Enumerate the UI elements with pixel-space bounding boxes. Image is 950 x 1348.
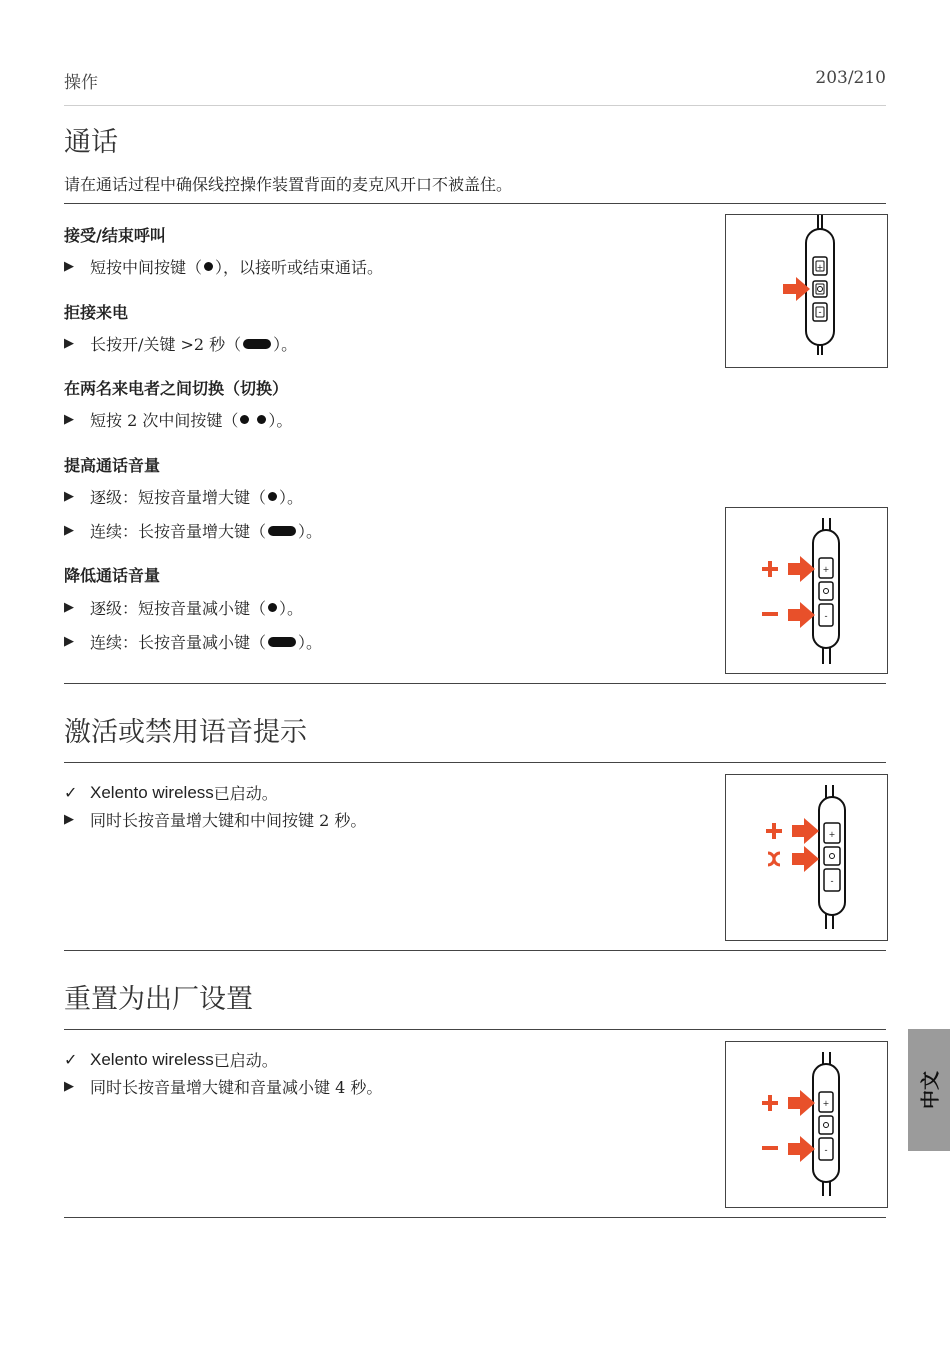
long-press-icon bbox=[268, 526, 296, 536]
heading-volume-down: 降低通话音量 bbox=[64, 566, 161, 585]
svg-text:-: - bbox=[818, 308, 822, 318]
section-title-voice-prompts: 激活或禁用语音提示 bbox=[64, 717, 307, 748]
voice-prompts-end-divider bbox=[64, 950, 886, 951]
arrow-bullet-icon: ▶ bbox=[64, 336, 74, 351]
short-press-icon bbox=[240, 415, 249, 424]
remote-volume-up-middle-figure bbox=[725, 774, 888, 941]
step-volume-down-continuous: ▶ 连续：长按音量减小键（ ）。 bbox=[64, 633, 323, 652]
arrow-bullet-icon: ▶ bbox=[64, 812, 74, 827]
step-reject-call: ▶ 长按开/关键 >2 秒（ ）。 bbox=[64, 335, 298, 354]
factory-reset-divider bbox=[64, 1029, 886, 1030]
step-toggle-calls: ▶ 短按 2 次中间按键（ ）。 bbox=[64, 411, 293, 430]
section-title-factory-reset: 重置为出厂设置 bbox=[64, 984, 253, 1015]
calls-divider bbox=[64, 203, 886, 204]
voice-prompts-divider bbox=[64, 762, 886, 763]
short-press-icon bbox=[268, 492, 277, 501]
short-press-icon bbox=[204, 262, 213, 271]
step-accept-end-call: ▶ 短按中间按键（ ），以接听或结束通话。 bbox=[64, 258, 384, 277]
svg-text:-: - bbox=[824, 612, 828, 622]
running-header-section: 操作 bbox=[64, 73, 98, 93]
step-volume-down-stepwise: ▶ 逐级：短按音量减小键（ ）。 bbox=[64, 599, 304, 618]
step-volume-up-stepwise: ▶ 逐级：短按音量增大键（ ）。 bbox=[64, 488, 304, 507]
precondition-voice-prompts: ✓ Xelento wireless 已启动。 bbox=[64, 782, 278, 803]
arrow-bullet-icon: ▶ bbox=[64, 259, 74, 274]
short-press-icon bbox=[257, 415, 266, 424]
heading-toggle-calls: 在两名来电者之间切换（切换） bbox=[64, 379, 289, 398]
language-side-tab bbox=[908, 1029, 950, 1151]
calls-intro: 请在通话过程中确保线控操作装置背面的麦克风开口不被盖住。 bbox=[64, 175, 513, 194]
factory-reset-end-divider bbox=[64, 1217, 886, 1218]
header-divider bbox=[64, 105, 886, 106]
long-press-icon bbox=[243, 339, 271, 349]
remote-volume-buttons-figure bbox=[725, 507, 888, 674]
arrow-bullet-icon: ▶ bbox=[64, 489, 74, 504]
svg-text:+: + bbox=[816, 263, 824, 272]
section-title-calls: 通话 bbox=[64, 127, 118, 158]
svg-text:+: + bbox=[822, 565, 830, 574]
svg-text:-: - bbox=[830, 877, 834, 887]
arrow-bullet-icon: ▶ bbox=[64, 1079, 74, 1094]
remote-volume-up-down-figure bbox=[725, 1041, 888, 1208]
svg-text:+: + bbox=[822, 1099, 830, 1108]
arrow-bullet-icon: ▶ bbox=[64, 412, 74, 427]
svg-text:+: + bbox=[828, 830, 836, 839]
page-number: 203/210 bbox=[815, 68, 886, 88]
language-tab-label: 中文 bbox=[919, 1070, 942, 1110]
svg-text:-: - bbox=[824, 1146, 828, 1156]
short-press-icon bbox=[268, 603, 277, 612]
step-volume-up-continuous: ▶ 连续：长按音量增大键（ ）。 bbox=[64, 522, 323, 541]
arrow-bullet-icon: ▶ bbox=[64, 634, 74, 649]
heading-volume-up: 提高通话音量 bbox=[64, 456, 161, 475]
arrow-bullet-icon: ▶ bbox=[64, 600, 74, 615]
heading-reject-call: 拒接来电 bbox=[64, 303, 129, 322]
step-voice-prompts: ▶ 同时长按音量增大键和中间按键 2 秒。 bbox=[64, 811, 367, 830]
remote-middle-button-figure bbox=[725, 214, 888, 368]
arrow-bullet-icon: ▶ bbox=[64, 523, 74, 538]
precondition-factory-reset: ✓ Xelento wireless 已启动。 bbox=[64, 1049, 278, 1070]
checkmark-icon: ✓ bbox=[64, 1050, 78, 1069]
heading-accept-end-call: 接受/结束呼叫 bbox=[64, 226, 166, 245]
step-factory-reset: ▶ 同时长按音量增大键和音量减小键 4 秒。 bbox=[64, 1078, 383, 1097]
calls-end-divider bbox=[64, 683, 886, 684]
checkmark-icon: ✓ bbox=[64, 783, 78, 802]
long-press-icon bbox=[268, 637, 296, 647]
